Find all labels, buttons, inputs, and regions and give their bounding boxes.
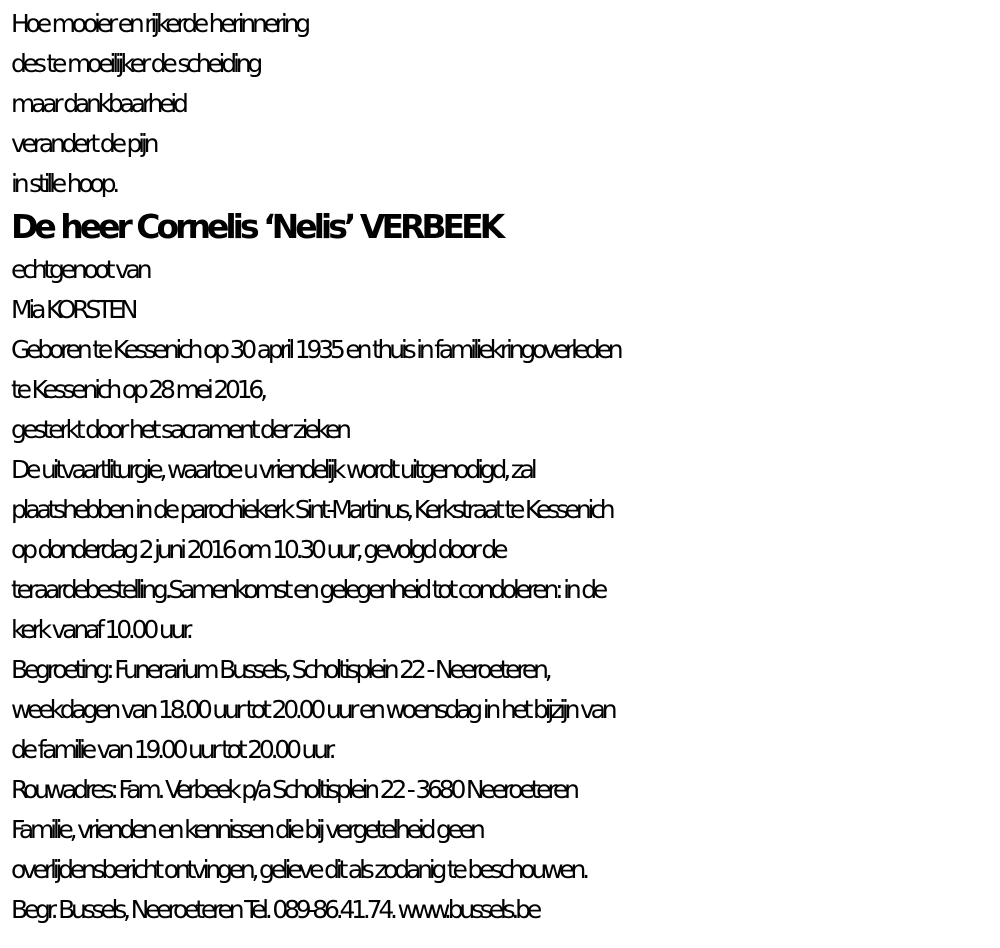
notice-disclaimer: Familie, vrienden en kennissen die bij vergetelheid geen xyxy=(11,815,482,844)
poem-line: maar dankbaarheid xyxy=(11,89,185,118)
poem-line: des te moeilijker de scheiding xyxy=(11,49,260,78)
visitation-info: weekdagen van 18.00 uur tot 20.00 uur en woensdag in het bijzijn van xyxy=(11,695,614,724)
spouse-name: Mia KORSTEN xyxy=(11,295,135,324)
funeral-info: De uitvaartliturgie, waartoe u vriendelijk wordt uitgenodigd, zal xyxy=(11,455,534,484)
poem-line: Hoe mooier en rijkerde herinnering xyxy=(11,9,307,38)
poem-line: verandert de pijn xyxy=(11,129,156,158)
visitation-info: Begroeting: Funerarium Bussels, Scholtisplein 22 - Neeroeteren, xyxy=(11,655,549,684)
mourning-address: Rouwadres: Fam. Verbeek p/a Scholtisplein 22 - 3680 Neeroeteren xyxy=(11,775,576,804)
funeral-info: teraardebestelling.Samenkomst en gelegenheid tot condoleren: in de xyxy=(11,575,605,604)
funeral-info: plaatshebben in de parochiekerk Sint-Martinus, Kerkstraat te Kessenich xyxy=(11,495,612,524)
funeral-info: op donderdag 2 juni 2016 om 10.30 uur, gevolgd door de xyxy=(11,535,505,564)
deceased-name: De heer Cornelis ‘Nelis’ VERBEEK xyxy=(11,207,502,246)
poem-line: in stille hoop. xyxy=(11,169,116,198)
funeral-info: kerk vanaf 10.00 uur. xyxy=(11,615,190,644)
birth-death-info: Geboren te Kessenich op 30 april 1935 en thuis in familiekringoverleden xyxy=(11,335,620,364)
birth-death-info: te Kessenich op 28 mei 2016, xyxy=(11,375,264,404)
notice-disclaimer: overlijdensbericht ontvingen, gelieve dit als zodanig te beschouwen. xyxy=(11,855,586,884)
poem xyxy=(11,4,991,204)
funeral-home-contact: Begr. Bussels, Neeroeteren Tel. 089-86.41.74. www.bussels.be xyxy=(11,895,539,924)
notice-body xyxy=(11,250,991,930)
obituary-notice xyxy=(11,4,991,930)
spouse-label: echtgenoot van xyxy=(11,255,149,284)
sacrament-info: gesterkt door het sacrament der zieken xyxy=(11,415,348,444)
visitation-info: de familie van 19.00 uur tot 20.00 uur. xyxy=(11,735,333,764)
